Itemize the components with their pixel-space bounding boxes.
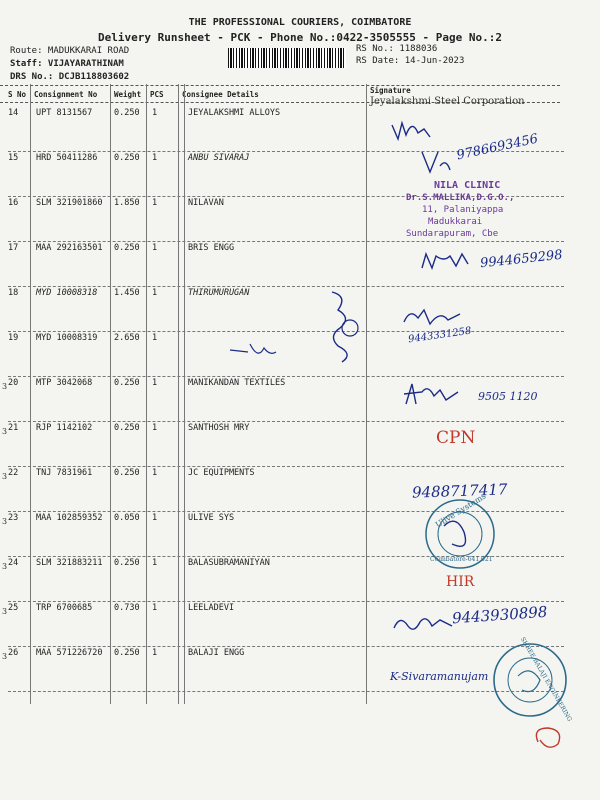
col-header-consignment: Consignment No bbox=[34, 90, 98, 99]
pcs-cell: 1 bbox=[152, 288, 158, 298]
row-divider bbox=[8, 241, 564, 242]
signature-scribble bbox=[400, 380, 470, 410]
consignee-cell: BALASUBRAMANIYAN bbox=[188, 558, 270, 568]
sno-cell: 14 bbox=[8, 108, 19, 118]
sno-cell: 16 bbox=[8, 198, 19, 208]
sno-cell: 24 bbox=[8, 558, 19, 568]
consignee-cell: JC EQUIPMENTS bbox=[188, 468, 255, 478]
pcs-cell: 1 bbox=[152, 243, 158, 253]
weight-cell: 0.250 bbox=[114, 153, 140, 163]
consignment-cell: RJP 1142102 bbox=[36, 423, 93, 433]
pcs-cell: 1 bbox=[152, 648, 158, 658]
consignment-cell: TRP 6700685 bbox=[36, 603, 93, 613]
col-header-pcs: PCS bbox=[150, 90, 164, 99]
pcs-cell: 1 bbox=[152, 198, 158, 208]
consignment-cell: MAA 292163501 bbox=[36, 243, 103, 253]
margin-number: 3 bbox=[2, 562, 8, 571]
col-header-weight: Weight bbox=[114, 90, 142, 99]
signature-scribble bbox=[420, 248, 480, 274]
margin-number: 3 bbox=[2, 472, 8, 481]
row-divider bbox=[8, 331, 564, 332]
consignment-cell: MYD 10008319 bbox=[36, 333, 98, 343]
consignment-cell: HRD 50411286 bbox=[36, 153, 98, 163]
row-divider bbox=[8, 466, 564, 467]
pcs-cell: 1 bbox=[152, 513, 158, 523]
handwritten-phone: 9443930898 bbox=[451, 602, 548, 628]
weight-cell: 0.250 bbox=[114, 423, 140, 433]
handwritten-phone: 9443331258 bbox=[407, 325, 473, 346]
table-row bbox=[0, 288, 600, 332]
pcs-cell: 1 bbox=[152, 108, 158, 118]
table-row bbox=[0, 513, 600, 557]
consignment-cell: UPT 8131567 bbox=[36, 108, 93, 118]
consignment-cell: MAA 571226720 bbox=[36, 648, 103, 658]
stamp-line: 11, Palaniyappa bbox=[422, 205, 504, 215]
signature-scribble bbox=[390, 115, 450, 145]
weight-cell: 0.250 bbox=[114, 468, 140, 478]
handwritten-phone: 9944659298 bbox=[479, 247, 564, 272]
handwritten-initials: CPN bbox=[436, 428, 476, 448]
consignment-cell: TNJ 7831961 bbox=[36, 468, 93, 478]
barcode bbox=[228, 48, 346, 68]
pcs-cell: 1 bbox=[152, 333, 158, 343]
drs-number: DRS No.: DCJB118803602 bbox=[10, 72, 130, 82]
handwritten-initials: HIR bbox=[446, 574, 475, 590]
weight-cell: 0.250 bbox=[114, 558, 140, 568]
consignee-cell: THIRUMURUGAN bbox=[188, 288, 250, 298]
row-divider bbox=[8, 421, 564, 422]
consignee-cell: SANTHOSH MRY bbox=[188, 423, 250, 433]
margin-number: 3 bbox=[2, 607, 8, 616]
pcs-cell: 1 bbox=[152, 558, 158, 568]
sno-cell: 20 bbox=[8, 378, 19, 388]
rs-date: RS Date: 14-Jun-2023 bbox=[356, 56, 465, 66]
consignee-cell: JEYALAKSHMI ALLOYS bbox=[188, 108, 281, 118]
weight-cell: 0.250 bbox=[114, 108, 140, 118]
handwritten-name: K-Sivaramanujam bbox=[390, 670, 489, 683]
stamp-nila-clinic bbox=[406, 180, 514, 240]
stamp-line: Sundarapuram, Cbe bbox=[406, 229, 499, 239]
header-top-rule bbox=[0, 85, 560, 86]
table-row bbox=[0, 423, 600, 467]
stamp-ulive-name: Ulive Systems bbox=[433, 491, 488, 530]
consignment-cell: SLM 321901860 bbox=[36, 198, 103, 208]
consignee-cell: ANBU SIVARAJ bbox=[188, 153, 250, 163]
signature-scribble bbox=[420, 148, 460, 178]
signature-scribble bbox=[390, 612, 456, 636]
stamp-line: NILA CLINIC bbox=[434, 180, 501, 191]
sno-cell: 22 bbox=[8, 468, 19, 478]
weight-cell: 0.250 bbox=[114, 243, 140, 253]
weight-cell: 0.250 bbox=[114, 378, 140, 388]
col-header-consignee: Consignee Details bbox=[182, 90, 259, 99]
weight-cell: 1.850 bbox=[114, 198, 140, 208]
sno-cell: 25 bbox=[8, 603, 19, 613]
signature-scribble bbox=[228, 340, 278, 360]
stamp-jeyalakshmi: Jeyalakshmi Steel Corporation bbox=[370, 96, 525, 107]
margin-number: 3 bbox=[2, 427, 8, 436]
rs-number: RS No.: 1188036 bbox=[356, 44, 438, 54]
row-divider bbox=[8, 286, 564, 287]
company-title: THE PROFESSIONAL COURIERS, COIMBATORE bbox=[188, 17, 412, 28]
stamp-line: Dr.S.MALLIKA,D.G.O., bbox=[406, 193, 515, 203]
weight-cell: 2.650 bbox=[114, 333, 140, 343]
consignee-cell: ULIVE SYS bbox=[188, 513, 235, 523]
pcs-cell: 1 bbox=[152, 603, 158, 613]
runsheet-subtitle: Delivery Runsheet - PCK - Phone No.:0422-3505555 - Page No.:2 bbox=[98, 31, 502, 44]
consignee-cell: BRIS ENGG bbox=[188, 243, 235, 253]
weight-cell: 0.250 bbox=[114, 648, 140, 658]
margin-number: 3 bbox=[2, 652, 8, 661]
col-header-signature: Signature bbox=[370, 86, 411, 95]
row-divider bbox=[8, 691, 564, 692]
sno-cell: 15 bbox=[8, 153, 19, 163]
row-divider bbox=[8, 376, 564, 377]
col-header-sno: S No bbox=[8, 90, 27, 99]
consignee-cell: BALAJI ENGG bbox=[188, 648, 245, 658]
consignment-cell: MYD 10008318 bbox=[36, 288, 98, 298]
sno-cell: 17 bbox=[8, 243, 19, 253]
consignment-cell: SLM 321883211 bbox=[36, 558, 103, 568]
pcs-cell: 1 bbox=[152, 378, 158, 388]
margin-number: 3 bbox=[2, 382, 8, 391]
table-row bbox=[0, 558, 600, 602]
sno-cell: 26 bbox=[8, 648, 19, 658]
consignee-cell: NILAVAN bbox=[188, 198, 224, 208]
pcs-cell: 1 bbox=[152, 468, 158, 478]
red-scribble bbox=[530, 722, 570, 752]
handwritten-phone: 9505 1120 bbox=[478, 390, 538, 403]
consignment-cell: MTP 3042068 bbox=[36, 378, 93, 388]
sno-cell: 18 bbox=[8, 288, 19, 298]
sno-cell: 19 bbox=[8, 333, 19, 343]
signature-scribble bbox=[318, 288, 368, 368]
row-divider bbox=[8, 601, 564, 602]
stamp-ulive-city: Coimbatore-641 021 bbox=[430, 556, 493, 563]
weight-cell: 0.730 bbox=[114, 603, 140, 613]
margin-number: 3 bbox=[2, 517, 8, 526]
row-divider bbox=[8, 646, 564, 647]
consignee-cell: LEELADEVI bbox=[188, 603, 235, 613]
handwritten-phone: 9488717417 bbox=[411, 480, 508, 502]
weight-cell: 0.050 bbox=[114, 513, 140, 523]
pcs-cell: 1 bbox=[152, 153, 158, 163]
route-label: Route: MADUKKARAI ROAD bbox=[10, 46, 130, 56]
stamp-balaji-name: SHREE BALAJI ENGINEERING bbox=[518, 636, 574, 723]
staff-label: Staff: VIJAYARATHINAM bbox=[10, 59, 124, 69]
sno-cell: 23 bbox=[8, 513, 19, 523]
table-row bbox=[0, 333, 600, 377]
consignee-cell: MANIKANDAN TEXTILES bbox=[188, 378, 286, 388]
weight-cell: 1.450 bbox=[114, 288, 140, 298]
table-row bbox=[0, 468, 600, 512]
consignment-cell: MAA 102859352 bbox=[36, 513, 103, 523]
handwritten-phone: 9786693456 bbox=[455, 131, 540, 164]
sno-cell: 21 bbox=[8, 423, 19, 433]
pcs-cell: 1 bbox=[152, 423, 158, 433]
stamp-line: Madukkarai bbox=[428, 217, 483, 227]
